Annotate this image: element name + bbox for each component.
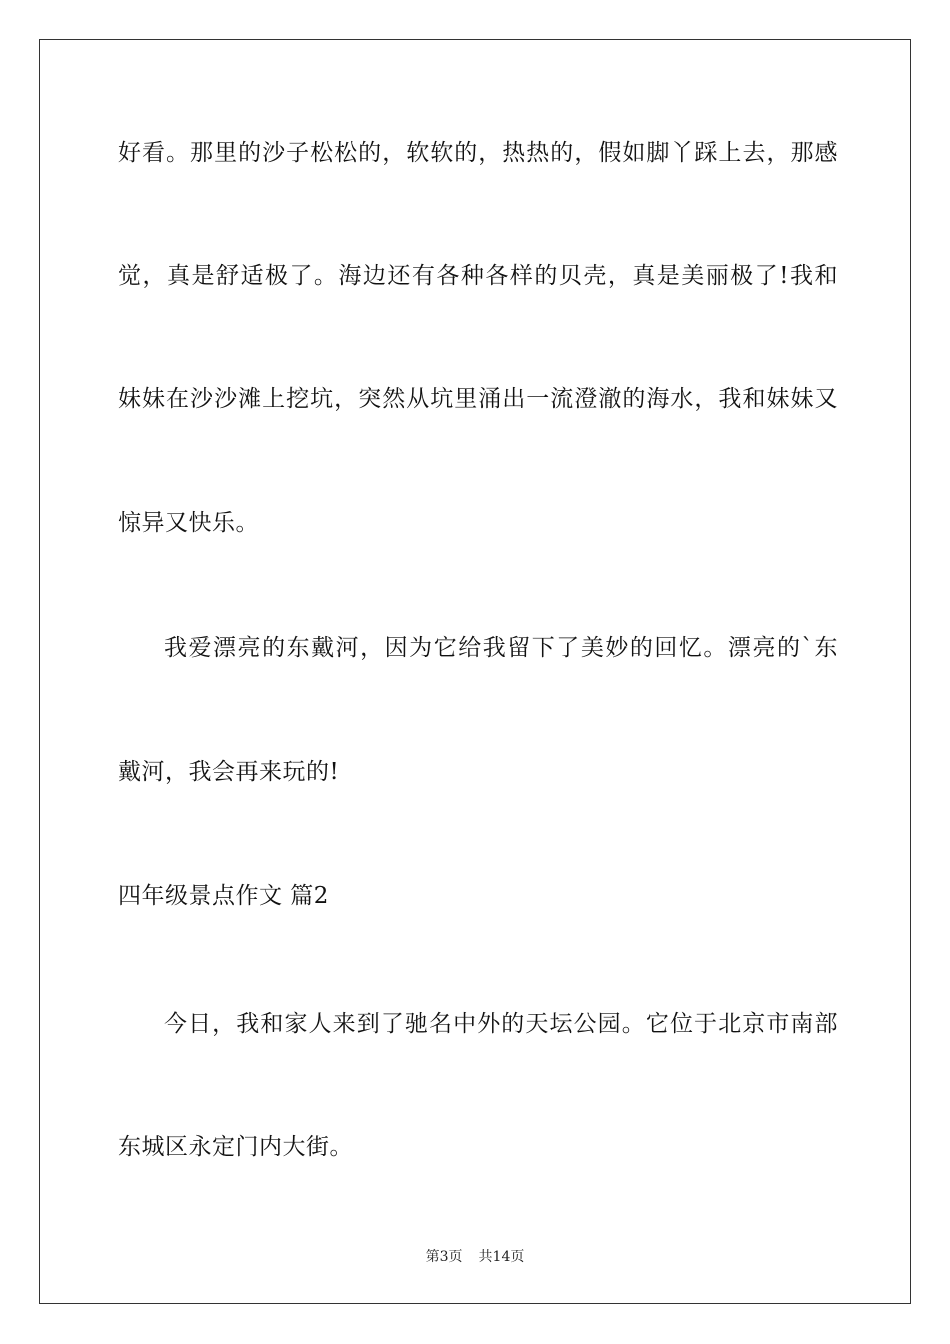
paragraph-line: 东城区永定门内大街。 (118, 1134, 353, 1160)
paragraph-line: 好看。那里的沙子松松的，软软的，热热的，假如脚丫踩上去，那感 (118, 140, 838, 166)
total-pages: 共14页 (478, 1249, 525, 1265)
paragraph-line: 觉，真是舒适极了。海边还有各种各样的贝壳，真是美丽极了!我和 (118, 263, 838, 289)
paragraph-line: 我爱漂亮的东戴河，因为它给我留下了美妙的回忆。漂亮的`东 (164, 635, 838, 661)
page-footer (0, 1248, 950, 1266)
paragraph-line: 戴河，我会再来玩的! (118, 759, 340, 785)
page-border (39, 39, 911, 1304)
paragraph-line: 今日，我和家人来到了驰名中外的天坛公园。它位于北京市南部 (164, 1011, 838, 1037)
paragraph-line: 妹妹在沙沙滩上挖坑，突然从坑里涌出一流澄澈的海水，我和妹妹又 (118, 386, 838, 412)
page-number: 第3页 (425, 1249, 463, 1265)
paragraph-line: 惊异又快乐。 (118, 510, 259, 536)
section-heading: 四年级景点作文 篇2 (118, 883, 329, 909)
